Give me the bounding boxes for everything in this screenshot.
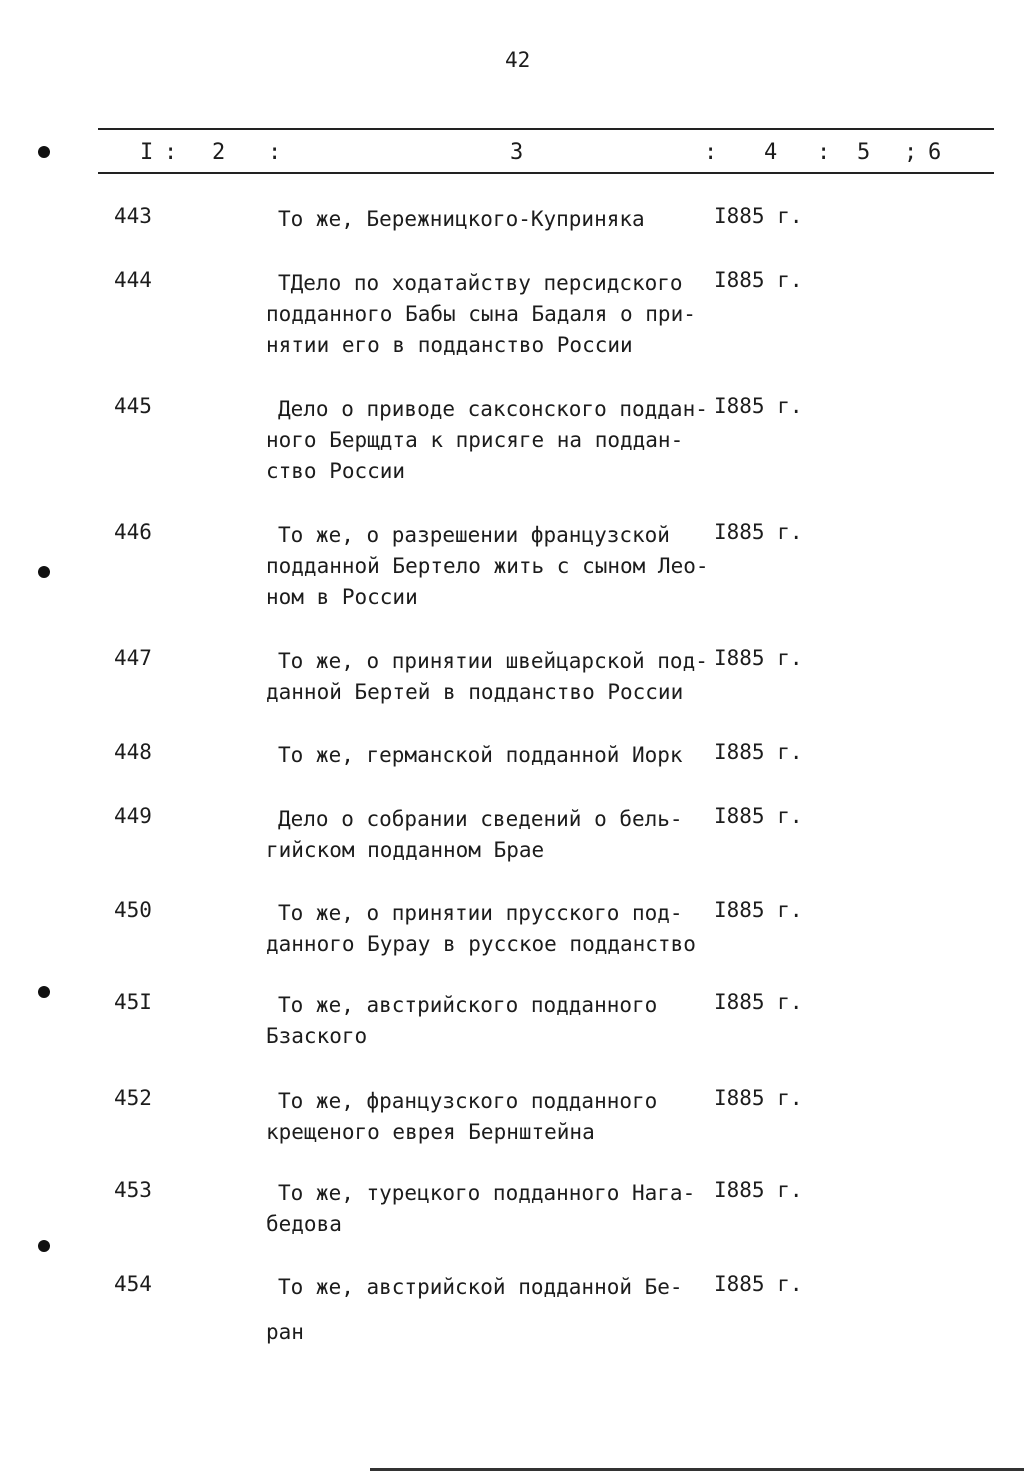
description-line: То же, о принятии прусского под-: [278, 901, 683, 925]
punch-hole: [38, 146, 50, 158]
description-line: ТДело по ходатайству персидского: [278, 271, 683, 295]
description-line: подданной Бертело жить с сыном Лео-: [266, 554, 709, 578]
entry-number: 449: [114, 804, 152, 828]
description-line: Бзаского: [266, 1024, 368, 1048]
entry-description: [266, 804, 706, 866]
entry-number: 443: [114, 204, 152, 228]
page-bottom-rule: [370, 1468, 1024, 1471]
punch-hole: [38, 986, 50, 998]
entry-description: [266, 898, 706, 960]
entry-number: 445: [114, 394, 152, 418]
entry-number: 453: [114, 1178, 152, 1202]
description-line: подданного Бабы сына Бадаля о при-: [266, 302, 696, 326]
description-line: ного Берщдта к присяге на поддан-: [266, 428, 684, 452]
entry-description: [266, 1272, 706, 1348]
entry-number: 447: [114, 646, 152, 670]
entry-description: [266, 394, 706, 487]
entry-description: [266, 520, 709, 613]
entry-number: 454: [114, 1272, 152, 1296]
column-separator: :: [164, 140, 178, 165]
entry-year: I885 г.: [714, 646, 803, 670]
entry-year: I885 г.: [714, 1178, 803, 1202]
table-header-rule: [98, 172, 994, 174]
description-line: То же, о разрешении французской: [278, 523, 670, 547]
column-5-header: 5: [857, 140, 871, 165]
description-line: ство России: [266, 459, 406, 483]
entry-number: 45I: [114, 990, 152, 1014]
column-separator: :: [817, 140, 831, 165]
table-top-rule: [98, 128, 994, 130]
entry-year: I885 г.: [714, 520, 803, 544]
entry-year: I885 г.: [714, 898, 803, 922]
column-separator: :: [704, 140, 718, 165]
description-line: крещеного еврея Бернштейна: [266, 1120, 595, 1144]
column-separator: ;: [904, 140, 918, 165]
entry-number: 446: [114, 520, 152, 544]
entry-number: 444: [114, 268, 152, 292]
description-line: То же, о принятии швейцарской под-: [278, 649, 708, 673]
entry-year: I885 г.: [714, 268, 803, 292]
entry-description: [266, 990, 706, 1052]
entry-description: [266, 740, 706, 771]
entry-number: 448: [114, 740, 152, 764]
description-line: То же, Бережницкого-Куприняка: [278, 207, 645, 231]
description-line: нятии его в подданство России: [266, 333, 633, 357]
punch-hole: [38, 1240, 50, 1252]
description-line: бедова: [266, 1212, 342, 1236]
description-line: То же, германской подданной Иорк: [278, 743, 683, 767]
page-number: 42: [505, 48, 531, 72]
column-1-header: I: [140, 140, 154, 165]
entry-year: I885 г.: [714, 204, 803, 228]
entry-year: I885 г.: [714, 990, 803, 1014]
description-line: То же, австрийской подданной Бе-: [278, 1275, 683, 1299]
entry-description: [266, 204, 706, 235]
column-6-header: 6: [928, 140, 942, 165]
column-4-header: 4: [764, 140, 778, 165]
entry-number: 450: [114, 898, 152, 922]
entry-description: [266, 1086, 706, 1148]
description-line: Дело о собрании сведений о бель-: [278, 807, 683, 831]
description-line: гийском подданном Брае: [266, 838, 545, 862]
description-line: ран: [266, 1320, 304, 1344]
entry-year: I885 г.: [714, 740, 803, 764]
description-line: данной Бертей в подданство России: [266, 680, 684, 704]
description-line: Дело о приводе саксонского поддан-: [278, 397, 708, 421]
description-line: ном в России: [266, 585, 418, 609]
entry-year: I885 г.: [714, 1272, 803, 1296]
description-line: То же, австрийского подданного: [278, 993, 658, 1017]
entry-number: 452: [114, 1086, 152, 1110]
description-line: То же, турецкого подданного Нага-: [278, 1181, 696, 1205]
entry-year: I885 г.: [714, 394, 803, 418]
punch-hole: [38, 566, 50, 578]
column-2-header: 2: [212, 140, 226, 165]
entry-description: [266, 268, 706, 361]
column-3-header: 3: [510, 140, 524, 165]
description-line: данного Бурау в русское подданство: [266, 932, 696, 956]
column-separator: :: [268, 140, 282, 165]
entry-description: [266, 646, 706, 708]
entry-description: [266, 1178, 706, 1240]
entry-year: I885 г.: [714, 1086, 803, 1110]
description-line: То же, французского подданного: [278, 1089, 658, 1113]
entry-year: I885 г.: [714, 804, 803, 828]
